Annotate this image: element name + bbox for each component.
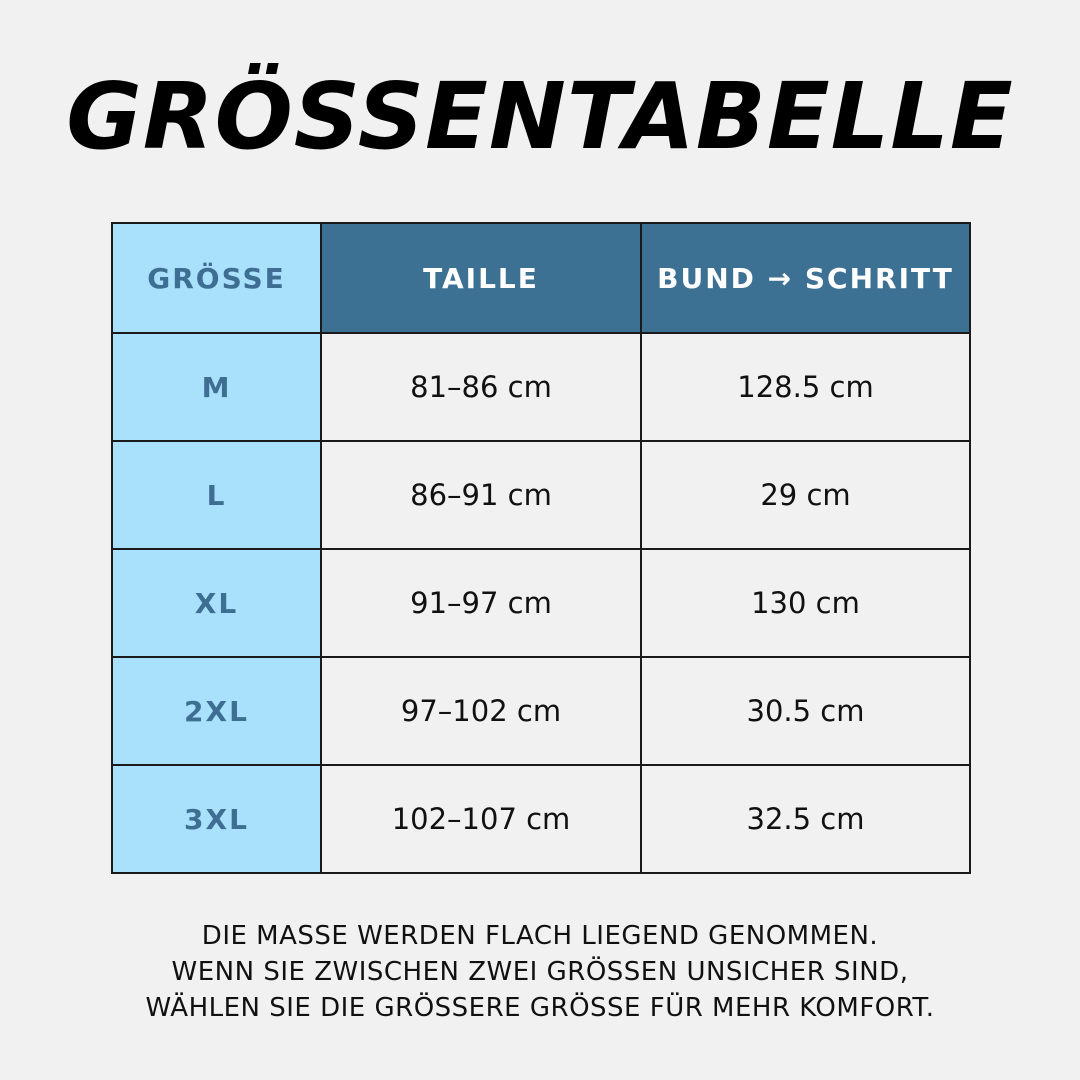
bund-schritt-cell: 30.5 cm bbox=[641, 657, 970, 765]
table-row bbox=[112, 333, 970, 441]
note-line: WÄHLEN SIE DIE GRÖSSERE GRÖSSE FÜR MEHR KOMFORT. bbox=[145, 993, 935, 1023]
bund-schritt-cell: 32.5 cm bbox=[641, 765, 970, 873]
bund-schritt-cell: 130 cm bbox=[641, 549, 970, 657]
note-line: WENN SIE ZWISCHEN ZWEI GRÖSSEN UNSICHER SIND, bbox=[171, 957, 909, 987]
header-size: GRÖSSE bbox=[112, 223, 321, 333]
taille-cell: 81–86 cm bbox=[321, 333, 641, 441]
note-line: DIE MASSE WERDEN FLACH LIEGEND GENOMMEN. bbox=[201, 921, 879, 951]
size-cell: M bbox=[112, 333, 321, 441]
size-cell: L bbox=[112, 441, 321, 549]
page-title: GRÖSSENTABELLE bbox=[66, 63, 1014, 170]
table-row bbox=[112, 441, 970, 549]
table-row bbox=[112, 765, 970, 873]
size-cell: 2XL bbox=[112, 657, 321, 765]
header-bund-schritt: BUND → SCHRITT bbox=[641, 223, 970, 333]
bund-schritt-cell: 128.5 cm bbox=[641, 333, 970, 441]
measurement-note bbox=[0, 918, 1080, 1026]
taille-cell: 91–97 cm bbox=[321, 549, 641, 657]
taille-cell: 97–102 cm bbox=[321, 657, 641, 765]
header-taille: TAILLE bbox=[321, 223, 641, 333]
taille-cell: 86–91 cm bbox=[321, 441, 641, 549]
bund-schritt-cell: 29 cm bbox=[641, 441, 970, 549]
size-table bbox=[111, 222, 971, 874]
table-row bbox=[112, 549, 970, 657]
size-cell: XL bbox=[112, 549, 321, 657]
table-header-row bbox=[112, 223, 970, 333]
table-row bbox=[112, 657, 970, 765]
taille-cell: 102–107 cm bbox=[321, 765, 641, 873]
size-cell: 3XL bbox=[112, 765, 321, 873]
